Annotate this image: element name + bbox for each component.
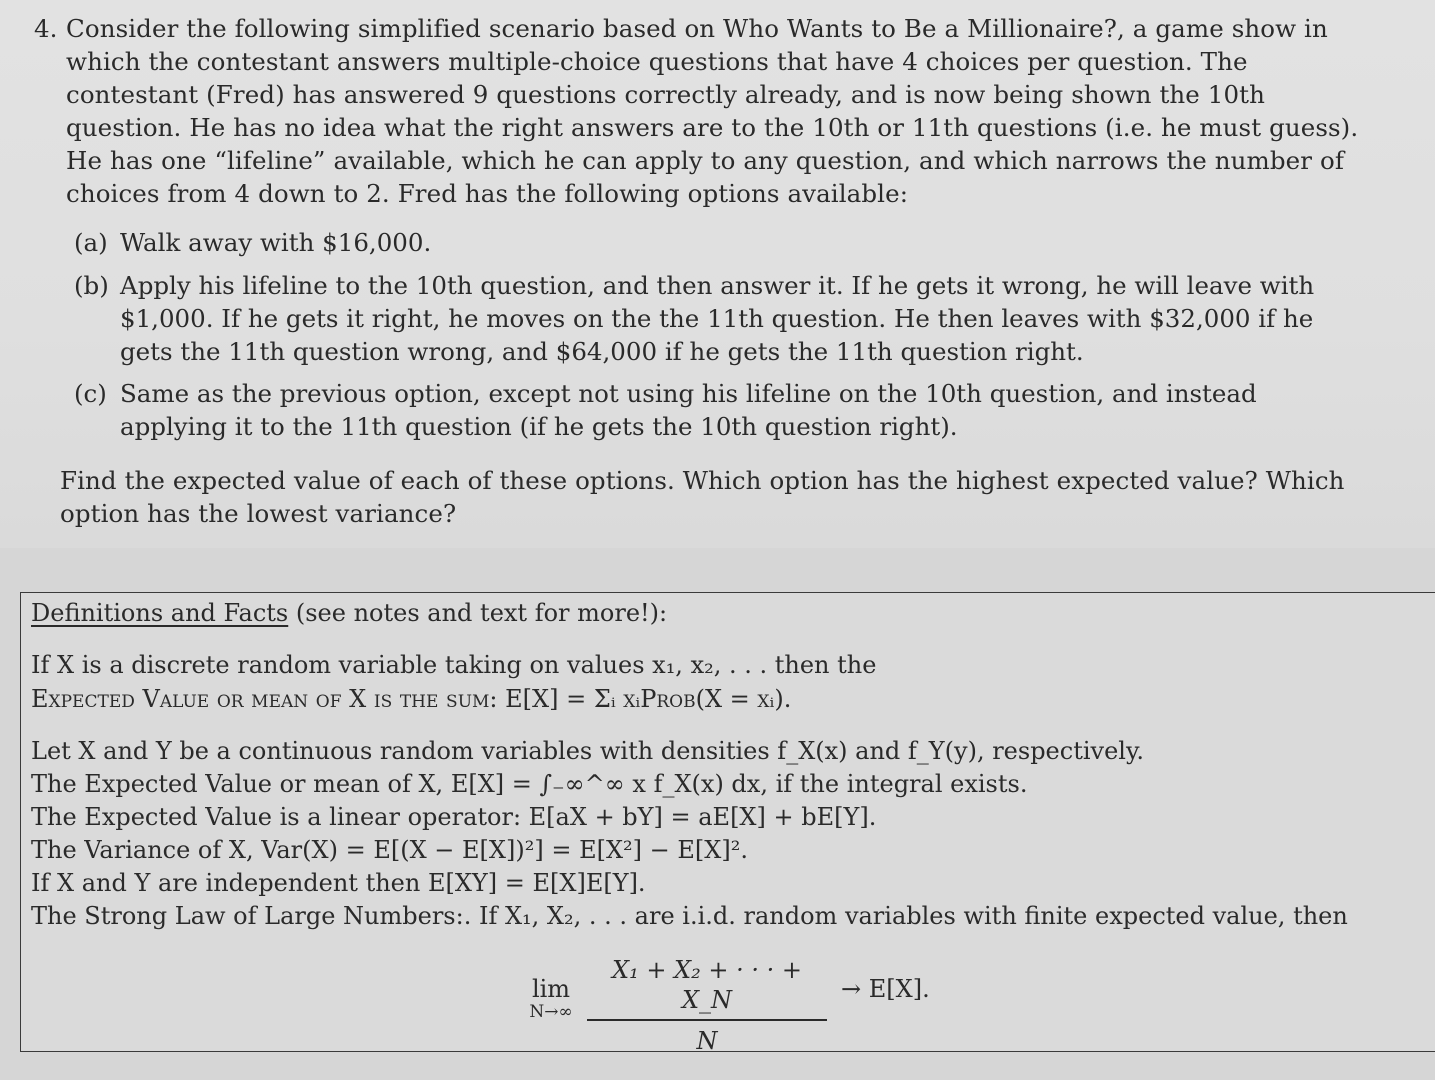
limit-subscript: N→∞ bbox=[529, 1002, 573, 1022]
definition-line: If X and Y are independent then E[XY] = E[X]E[Y]. bbox=[31, 869, 646, 897]
option-text: Same as the previous option, except not using his lifeline on the 10th question, and instead applying it to the 11th question (if he gets the 10th question right). bbox=[120, 379, 1257, 441]
problem-number: 4. bbox=[34, 14, 58, 43]
option-label: (c) bbox=[74, 379, 107, 408]
option-label: (a) bbox=[74, 228, 108, 257]
limit-text: lim bbox=[531, 975, 571, 1003]
definition-line: If X is a discrete random variable taking on values x₁, x₂, . . . then the bbox=[31, 651, 877, 679]
fraction bbox=[587, 955, 827, 1055]
formula-result: → E[X]. bbox=[841, 975, 930, 1003]
definition-line: The Expected Value or mean of X, E[X] = ∫₋∞^∞ x f_X(x) dx, if the integral exists. bbox=[31, 770, 1028, 798]
definition-line: Let X and Y be a continuous random variables with densities f_X(x) and f_Y(y), respectively. bbox=[31, 737, 1144, 765]
definitions-title-suffix: (see notes and text for more!): bbox=[288, 599, 668, 627]
definition-line: The Variance of X, Var(X) = E[(X − E[X])²] = E[X²] − E[X]². bbox=[31, 836, 748, 864]
definitions-heading bbox=[31, 597, 667, 630]
option-label: (b) bbox=[74, 271, 109, 300]
fraction-denominator: N bbox=[696, 1026, 718, 1055]
option-text: Walk away with $16,000. bbox=[120, 228, 432, 257]
problem-intro: Consider the following simplified scenario based on Who Wants to Be a Millionaire?, a game show in which the contestant answers multiple-choice questions that have 4 choices per question. The contestant (Fred) has answered 9 questions correctly already, and is now being shown the 10th question. He has no idea what the right answers are to the 10th or 11th questions (i.e. he must guess). He has one “lifeline” available, which he can apply to any question, and which narrows the number of choices from 4 down to 2. Fred has the following options available: bbox=[66, 14, 1359, 208]
option-text: Apply his lifeline to the 10th question, and then answer it. If he gets it wrong, he will leave with $1,000. If he gets it right, he moves on the the 11th question. He then leaves with $32,000 if he gets the 11th question wrong, and $64,000 if he gets the 11th question right. bbox=[120, 271, 1315, 366]
fraction-bar bbox=[587, 1019, 827, 1021]
problem-question: Find the expected value of each of these options. Which option has the highest expected value? Which option has the lowest variance? bbox=[60, 466, 1345, 528]
definitions-box bbox=[20, 592, 1435, 1055]
limit-operator bbox=[521, 975, 581, 1021]
definition-line: The Expected Value is a linear operator: E[aX + bY] = aE[X] + bE[Y]. bbox=[31, 803, 877, 831]
definition-line: The Strong Law of Large Numbers:. If X₁, X₂, . . . are i.i.d. random variables with finite expected value, then bbox=[31, 902, 1348, 930]
definition-line: Expected Value or mean of X is the sum: E[X] = Σᵢ xᵢProb(X = xᵢ). bbox=[31, 685, 792, 713]
slln-formula bbox=[511, 955, 991, 1055]
fraction-numerator: X₁ + X₂ + · · · + X_N bbox=[611, 956, 803, 1014]
definitions-title: Definitions and Facts bbox=[31, 599, 289, 627]
